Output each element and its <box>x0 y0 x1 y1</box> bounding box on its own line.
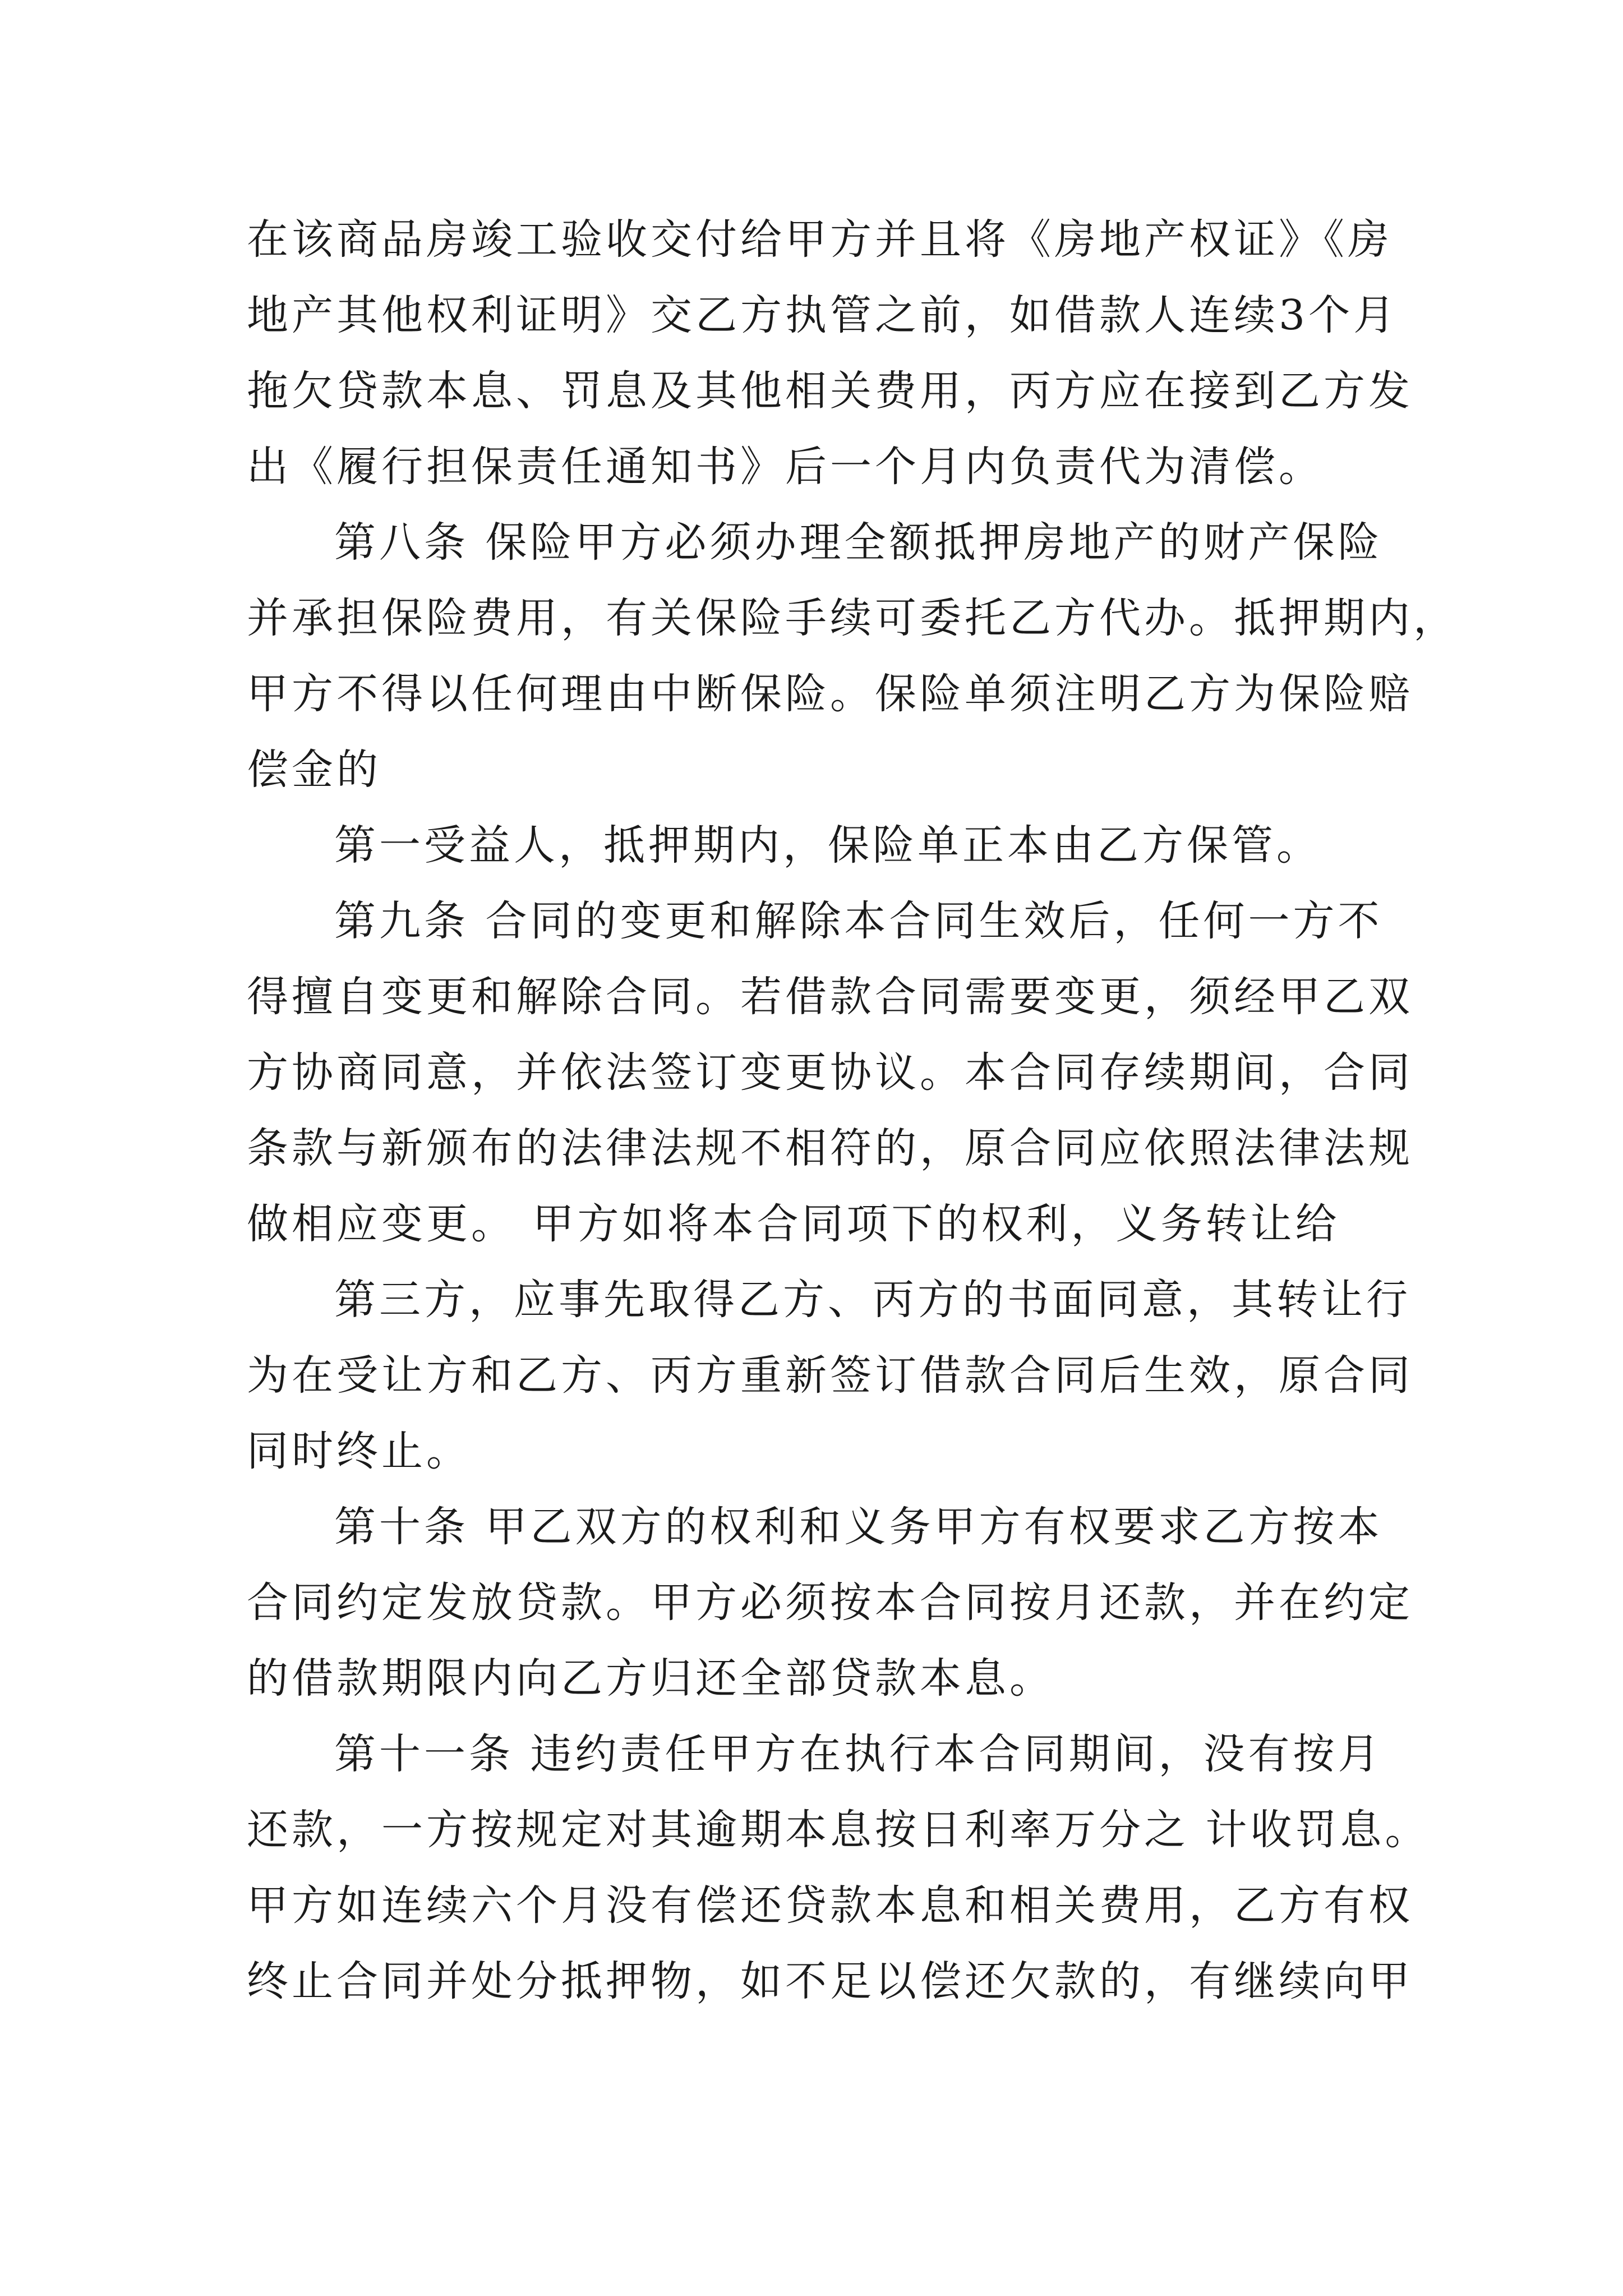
text-line: 方协商同意，并依法签订变更协议。本合同存续期间，合同 <box>247 1048 1413 1097</box>
text-line: 拖欠贷款本息、罚息及其他相关费用，丙方应在接到乙方发 <box>247 367 1413 415</box>
text-line: 同时终止。 <box>247 1427 471 1475</box>
text-line: 第九条 合同的变更和解除本合同生效后，任何一方不 <box>334 897 1383 945</box>
text-line: 做相应变更。 甲方如将本合同项下的权利，义务转让给 <box>247 1200 1340 1248</box>
text-line: 为在受让方和乙方、丙方重新签订借款合同后生效，原合同 <box>247 1351 1413 1400</box>
text-line: 地产其他权利证明》交乙方执管之前，如借款人连续3个月 <box>247 291 1399 339</box>
text-line: 第三方，应事先取得乙方、丙方的书面同意，其转让行 <box>334 1276 1411 1324</box>
text-line: 甲方不得以任何理由中断保险。保险单须注明乙方为保险赔 <box>247 670 1413 718</box>
text-line: 并承担保险费用，有关保险手续可委托乙方代办。抵押期内， <box>247 594 1458 642</box>
text-line: 还款，一方按规定对其逾期本息按日利率万分之 计收罚息。 <box>247 1806 1430 1854</box>
text-line: 甲方如连续六个月没有偿还贷款本息和相关费用，乙方有权 <box>247 1881 1413 1930</box>
text-line: 第一受益人，抵押期内，保险单正本由乙方保管。 <box>334 821 1321 869</box>
text-line: 得擅自变更和解除合同。若借款合同需要变更，须经甲乙双 <box>247 973 1413 1021</box>
text-line: 条款与新颁布的法律法规不相符的，原合同应依照法律法规 <box>247 1124 1413 1172</box>
text-line: 终止合同并处分抵押物，如不足以偿还欠款的，有继续向甲 <box>247 1957 1413 2005</box>
text-line: 第八条 保险甲方必须办理全额抵押房地产的财产保险 <box>334 518 1383 567</box>
text-line: 第十条 甲乙双方的权利和义务甲方有权要求乙方按本 <box>334 1503 1383 1551</box>
text-line: 在该商品房竣工验收交付给甲方并且将《房地产权证》《房 <box>247 215 1393 264</box>
text-line: 第十一条 违约责任甲方在执行本合同期间，没有按月 <box>334 1730 1383 1778</box>
text-line: 合同约定发放贷款。甲方必须按本合同按月还款，并在约定 <box>247 1579 1413 1627</box>
text-line: 的借款期限内向乙方归还全部贷款本息。 <box>247 1654 1054 1703</box>
text-line: 偿金的 <box>247 746 381 794</box>
text-line: 出《履行担保责任通知书》后一个月内负责代为清偿。 <box>247 443 1324 491</box>
contract-text-body <box>247 202 1458 2019</box>
